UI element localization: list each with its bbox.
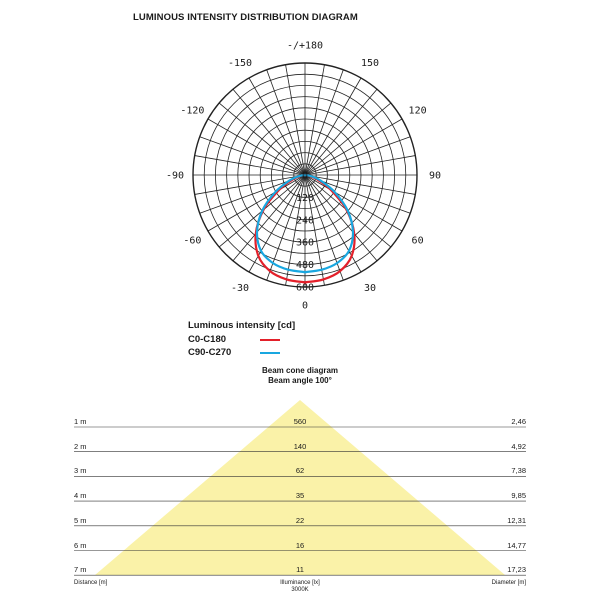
beam-subtitle: Beam angle 100° (268, 376, 332, 385)
legend-label: C0-C180 (188, 334, 227, 345)
footer-distance: Distance [m] (74, 580, 108, 586)
illuminance-value: 11 (296, 565, 304, 575)
legend-label: C90-C270 (188, 347, 232, 358)
footer-illuminance (250, 580, 350, 594)
illuminance-value: 22 (295, 515, 305, 525)
footer-cct: 3000K (291, 587, 309, 593)
diameter-value: 17,23 (507, 565, 526, 575)
distance-label: 1 m (74, 417, 87, 426)
illuminance-value: 16 (295, 540, 305, 550)
diameter-value: 4,92 (511, 441, 526, 451)
angle-label: -120 (180, 105, 205, 117)
angle-label: -/+180 (286, 40, 324, 52)
angle-label: -150 (227, 57, 253, 69)
illuminance-value: 62 (295, 466, 305, 476)
diameter-value: 7,38 (511, 466, 526, 476)
illuminance-value: 35 (295, 491, 305, 501)
beam-title: Beam cone diagram (261, 366, 339, 375)
distance-label: 5 m (74, 515, 87, 525)
radial-label: 120 (295, 192, 315, 204)
angle-label: 60 (411, 235, 424, 247)
angle-label: -60 (183, 235, 202, 247)
distance-label: 4 m (74, 491, 87, 501)
radial-label: 0 (301, 170, 309, 182)
angle-label: 120 (408, 105, 427, 117)
distance-label: 2 m (74, 441, 87, 451)
radial-label: 480 (295, 260, 315, 272)
distance-label: 6 m (74, 540, 87, 550)
angle-label: -30 (230, 283, 250, 295)
diameter-value: 12,31 (507, 515, 526, 525)
illuminance-value: 560 (293, 417, 307, 426)
angle-label: 30 (363, 283, 377, 295)
diameter-value: 14,77 (507, 540, 526, 550)
page-title: LUMINOUS INTENSITY DISTRIBUTION DIAGRAM (133, 12, 358, 23)
footer-diameter: Diameter [m] (491, 580, 526, 586)
illuminance-value: 140 (293, 441, 307, 451)
angle-label: 0 (301, 300, 309, 312)
radial-label: 600 (295, 282, 315, 294)
legend-title: Luminous intensity [cd] (188, 320, 296, 331)
diameter-value: 2,46 (511, 417, 526, 426)
distance-label: 7 m (74, 565, 87, 575)
radial-label: 240 (295, 215, 315, 227)
angle-label: 150 (360, 57, 380, 69)
footer-illuminance-label: Illuminance [lx] (280, 580, 320, 586)
distance-label: 3 m (74, 466, 87, 476)
angle-label: -90 (165, 170, 185, 182)
diameter-value: 9,85 (511, 491, 526, 501)
angle-label: 90 (428, 170, 442, 182)
radial-label: 360 (295, 237, 315, 249)
